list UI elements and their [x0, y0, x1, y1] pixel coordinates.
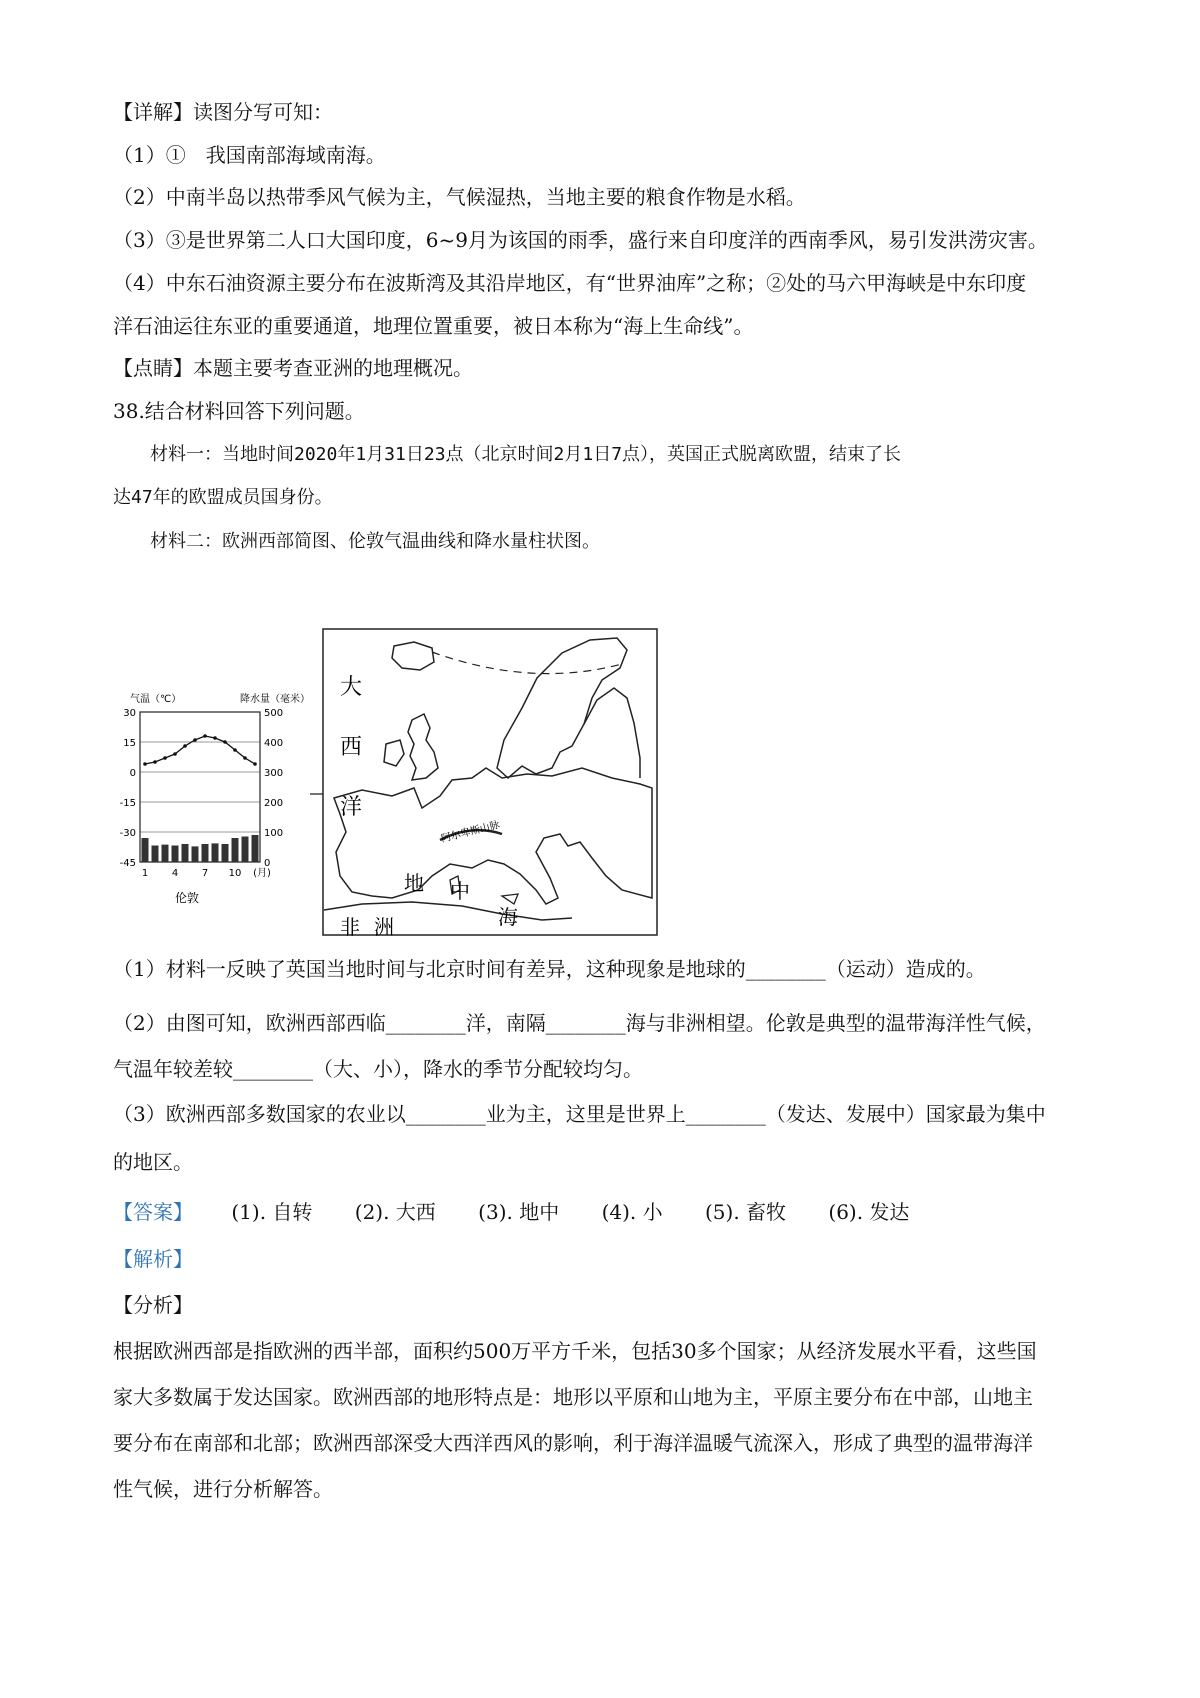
subq-3-line2: 的地区。 [113, 1150, 193, 1174]
temperature-point [223, 740, 227, 744]
answer-item-1: (1). 自转 [231, 1200, 313, 1224]
left-tick-label: -15 [119, 798, 136, 809]
precipitation-bar [202, 844, 209, 862]
precipitation-bar [232, 838, 239, 862]
material-2: 材料二：欧洲西部简图、伦敦气温曲线和降水量柱状图。 [150, 531, 600, 552]
map-label-yang: 洋 [340, 795, 363, 820]
temperature-point [203, 734, 207, 738]
precipitation-bar [172, 846, 179, 863]
precipitation-bar [192, 846, 199, 862]
precipitation-bar [222, 844, 229, 862]
right-tick-label: 100 [264, 828, 284, 839]
precipitation-bar [252, 835, 259, 862]
left-tick-label: 15 [123, 738, 136, 749]
left-tick-label: 0 [129, 768, 136, 779]
right-tick-label: 300 [264, 768, 284, 779]
left-tick-label: -45 [119, 858, 136, 869]
right-tick-label: 200 [264, 798, 284, 809]
temperature-point [193, 738, 197, 742]
subq-2-line2: 气温年较差较________（大、小），降水的季节分配较均匀。 [113, 1057, 643, 1081]
detail-p4a: （4）中东石油资源主要分布在波斯湾及其沿岸地区，有“世界油库”之称；②处的马六甲海峡是中东印度 [113, 271, 1027, 295]
temperature-line [145, 736, 255, 764]
temperature-point [233, 748, 237, 752]
analysis-line-2: 家大多数属于发达国家。欧洲西部的地形特点是：地形以平原和山地为主，平原主要分布在中部，山地主 [113, 1385, 1033, 1409]
map-label-di: 地 [404, 871, 424, 895]
material-1-line2: 达47年的欧盟成员国身份。 [113, 487, 333, 508]
temperature-point [243, 756, 247, 760]
analysis-line-4: 性气候，进行分析解答。 [113, 1477, 333, 1501]
answer-item-6: (6). 发达 [828, 1200, 910, 1224]
left-tick-label: -30 [119, 828, 136, 839]
right-tick-label: 0 [264, 858, 271, 869]
temperature-point [173, 752, 177, 756]
subq-1: （1）材料一反映了英国当地时间与北京时间有差异，这种现象是地球的________（运动）造成的。 [113, 957, 986, 981]
analysis-label: 【解析】 [113, 1247, 193, 1271]
precipitation-bar [182, 844, 189, 862]
detail-heading: 【详解】读图分写可知： [113, 100, 333, 124]
analysis-line-3: 要分布在南部和北部；欧洲西部深受大西洋西风的影响，利于海洋温暖气流深入，形成了典型的温带海洋 [113, 1431, 1033, 1455]
city-label: 伦敦 [175, 891, 200, 905]
map-label-alps: 阿尔卑斯山脉 [440, 819, 501, 845]
month-tick-label: 1 [141, 868, 149, 879]
right-tick-label: 500 [264, 708, 284, 719]
map-label-zhou: 洲 [374, 915, 394, 939]
detail-p1: （1）① 我国南部海域南海。 [113, 143, 386, 167]
answer-row [113, 1198, 909, 1226]
month-tick-label: (月) [253, 868, 271, 879]
precipitation-bar [142, 838, 149, 862]
precipitation-bar [152, 846, 159, 863]
map-label-hai: 海 [498, 905, 518, 929]
map-frame [323, 629, 657, 935]
month-tick-label: 10 [228, 868, 242, 879]
temperature-point [253, 762, 257, 766]
month-tick-label: 7 [201, 868, 209, 879]
answer-item-5: (5). 畜牧 [704, 1200, 787, 1224]
right-tick-label: 400 [264, 738, 284, 749]
precipitation-bar [212, 843, 219, 862]
temperature-point [163, 756, 167, 760]
western-europe-map [322, 628, 658, 938]
temperature-point [153, 760, 157, 764]
answer-label: 【答案】 [113, 1200, 193, 1224]
detail-p2: （2）中南半岛以热带季风气候为主，气候湿热，当地主要的粮食作物是水稻。 [113, 185, 806, 209]
left-axis-title: 气温（℃） [130, 694, 182, 705]
answer-item-2: (2). 大西 [354, 1200, 436, 1224]
precipitation-bar [162, 845, 169, 862]
analysis-sub: 【分析】 [113, 1293, 193, 1317]
analysis-line-1: 根据欧洲西部是指欧洲的西半部，面积约500万平方千米，包括30多个国家；从经济发展水平看，这些国 [113, 1339, 1037, 1363]
temperature-point [143, 762, 147, 766]
map-label-zhong: 中 [450, 879, 470, 903]
subq-2-line1: （2）由图可知，欧洲西部西临________洋，南隔________海与非洲相望。伦敦是典型的温带海洋性气候， [113, 1011, 1046, 1035]
map-label-fei: 非 [340, 915, 360, 939]
material-1-line1: 材料一：当地时间2020年1月31日23点（北京时间2月1日7点），英国正式脱离欧盟，结束了长 [150, 444, 902, 465]
detail-comment: 【点睛】本题主要考查亚洲的地理概况。 [113, 356, 473, 380]
detail-p4b: 洋石油运往东亚的重要通道，地理位置重要，被日本称为“海上生命线”。 [113, 314, 754, 338]
answer-item-3: (3). 地中 [478, 1200, 560, 1224]
precipitation-bar [242, 837, 249, 863]
map-label-da: 大 [340, 675, 363, 700]
temperature-point [183, 744, 187, 748]
detail-p3: （3）③是世界第二人口大国印度，6~9月为该国的雨季，盛行来自印度洋的西南季风，易引发洪涝灾害。 [113, 228, 1048, 252]
month-tick-label: 4 [171, 868, 179, 879]
right-axis-title: 降水量（毫米） [240, 694, 310, 705]
answer-item-4: (4). 小 [601, 1200, 663, 1224]
map-label-xi: 西 [340, 735, 363, 760]
q38-stem: 38.结合材料回答下列问题。 [113, 399, 365, 423]
temperature-point [213, 736, 217, 740]
left-tick-label: 30 [123, 708, 136, 719]
subq-3-line1: （3）欧洲西部多数国家的农业以________业为主，这里是世界上________（发达、发展中）国家最为集中 [113, 1102, 1046, 1126]
london-climate-chart [100, 690, 310, 940]
